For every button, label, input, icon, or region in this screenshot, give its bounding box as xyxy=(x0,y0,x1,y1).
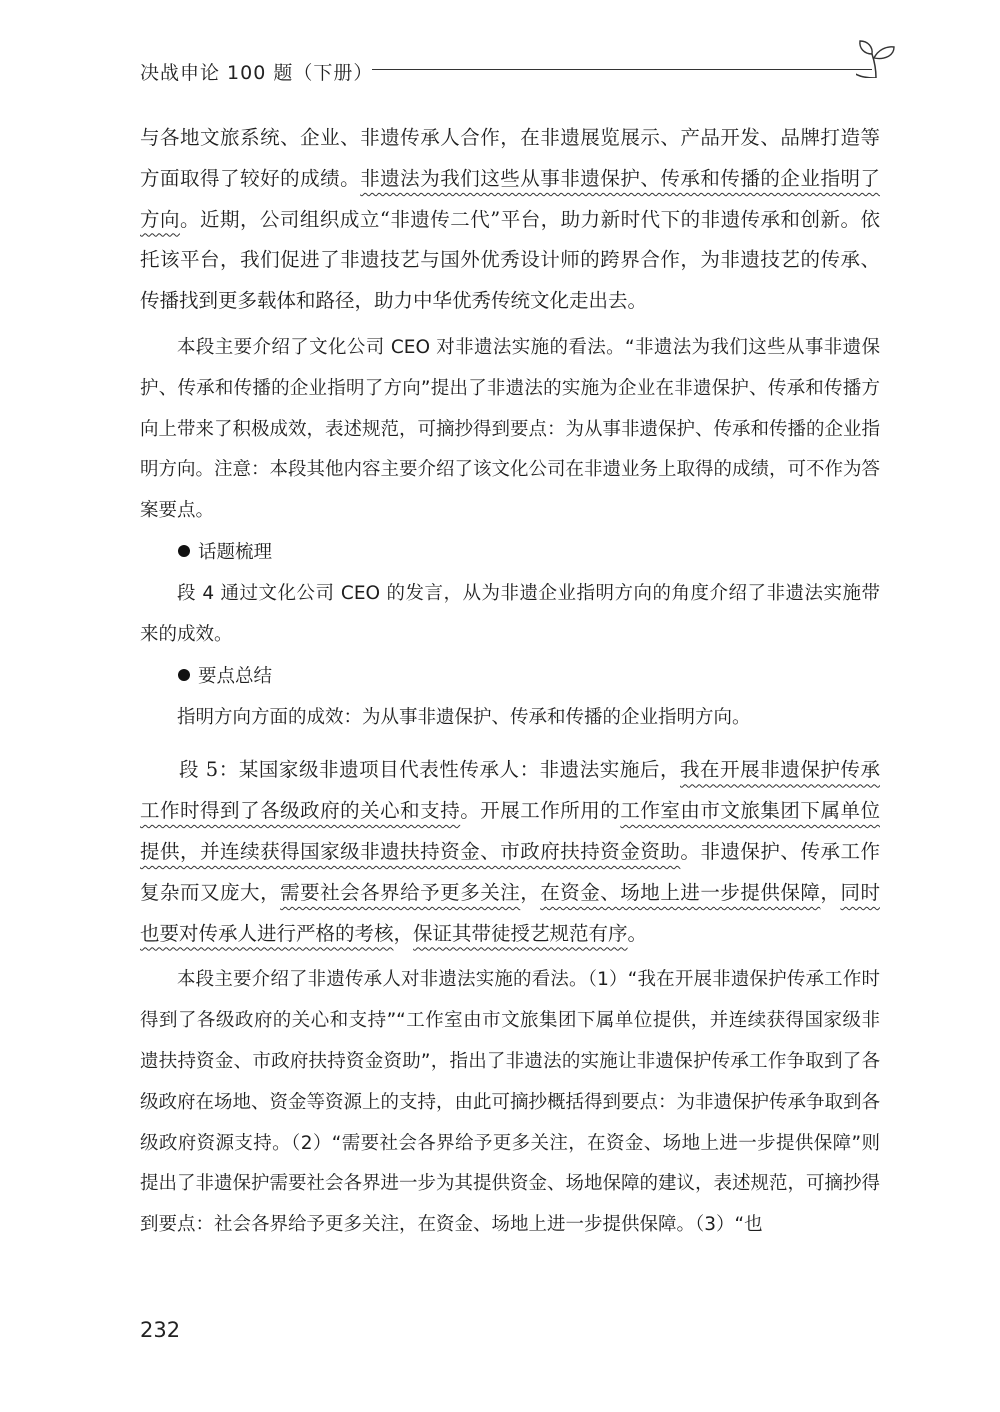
book-title: 决战申论 100 题（下册） xyxy=(140,62,374,84)
text-segment: 。近期，公司组织成立“非遗传二代”平台，助力新时代下的非遗传承和创新。依托该平台，我们促进了非遗技艺与国外优秀设计师的跨界合作，为非遗技艺的传承、传播找到更多载体和路径，助力中华优秀传统文化走出去。 xyxy=(140,207,880,313)
text-segment: 段 5：某国家级非遗项目代表性传承人：非遗法实施后， xyxy=(179,758,680,782)
paragraph-5 xyxy=(140,750,880,954)
wavy-underlined-text: 我在开展非遗保护传承工作时得到了各级政府的关心和支持 xyxy=(140,758,880,823)
text-segment: ， xyxy=(393,921,414,945)
bullet-icon xyxy=(178,545,190,557)
wavy-underlined-text: 需要社会各界给予更多关注 xyxy=(280,880,521,904)
text-segment: 。开展工作所用的 xyxy=(460,799,621,823)
page-body xyxy=(140,118,880,1246)
topic-text: 段 4 通过文化公司 CEO 的发言，从为非遗企业指明方向的角度介绍了非遗法实施带来的成效。 xyxy=(140,582,880,645)
summary-label: 要点总结 xyxy=(198,665,273,687)
bullet-icon xyxy=(178,669,190,681)
summary-text: 指明方向方面的成效：为从事非遗保护、传承和传播的企业指明方向。 xyxy=(177,706,751,728)
wavy-underlined-text: 在资金、场地上进一步提供保障 xyxy=(540,880,821,904)
text-segment: 与各地文旅系统、企业、非遗传承人合作，在非遗展览展示、产品开发、品牌打造等方面取得了较好的成绩。 xyxy=(140,126,880,190)
text-segment: 。非遗保护、传承工作复杂而又庞大， xyxy=(140,839,880,904)
wavy-underlined-text: 非遗法为我们这些从事非遗保护、传承和传播的企业指明了方向 xyxy=(140,166,880,231)
running-header xyxy=(140,52,900,92)
sprout-icon xyxy=(856,38,902,78)
paragraph-4-tail xyxy=(140,118,880,322)
analysis-paragraph-5: 本段主要介绍了非遗传承人对非遗法实施的看法。（1）“我在开展非遗保护传承工作时得到了各级政府的关心和支持”“工作室由市文旅集团下属单位提供，并连续获得国家级非遗扶持资金、市政府扶持资金资助”，指出了非遗法的实施让非遗保护传承工作争取到了各级政府在场地、资金等资源上的支持，由此可摘抄概括得到要点：为非遗保护传承争取到各级政府资源支持。（2）“需要社会各界给予更多关注，在资金、场地上进一步提供保障”则提出了非遗保护需要社会各界进一步为其提供资金、场地保障的建议，表述规范，可摘抄得到要点：社会各界给予更多关注，在资金、场地上进一步提供保障。（3）“也 xyxy=(140,969,881,1236)
text-segment: ， xyxy=(520,880,541,904)
header-rule xyxy=(372,69,872,70)
topic-heading xyxy=(140,532,880,574)
wavy-underlined-text: 保证其带徒授艺规范有序 xyxy=(413,921,628,945)
wavy-underlined-text: 工作室由市文旅集团下属单位提供，并连续获得国家级非遗扶持资金、市政府扶持资金资助 xyxy=(140,799,880,863)
analysis-paragraph-4: 本段主要介绍了文化公司 CEO 对非遗法实施的看法。“非遗法为我们这些从事非遗保护、传承和传播的企业指明了方向”提出了非遗法的实施为企业在非遗保护、传承和传播方向上带来了积极成效，表述规范，可摘抄得到要点：为从事非遗保护、传承和传播的企业指明方向。注意：本段其他内容主要介绍了该文化公司在非遗业务上取得的成绩，可不作为答案要点。 xyxy=(140,336,881,522)
text-segment: 。 xyxy=(627,921,648,945)
text-segment: ， xyxy=(820,880,841,904)
topic-label: 话题梳理 xyxy=(198,541,273,563)
summary-heading xyxy=(140,656,880,698)
wavy-underlined-text: 同时也要对传承人进行严格的考核 xyxy=(140,880,880,945)
page-number: 232 xyxy=(140,1318,181,1342)
